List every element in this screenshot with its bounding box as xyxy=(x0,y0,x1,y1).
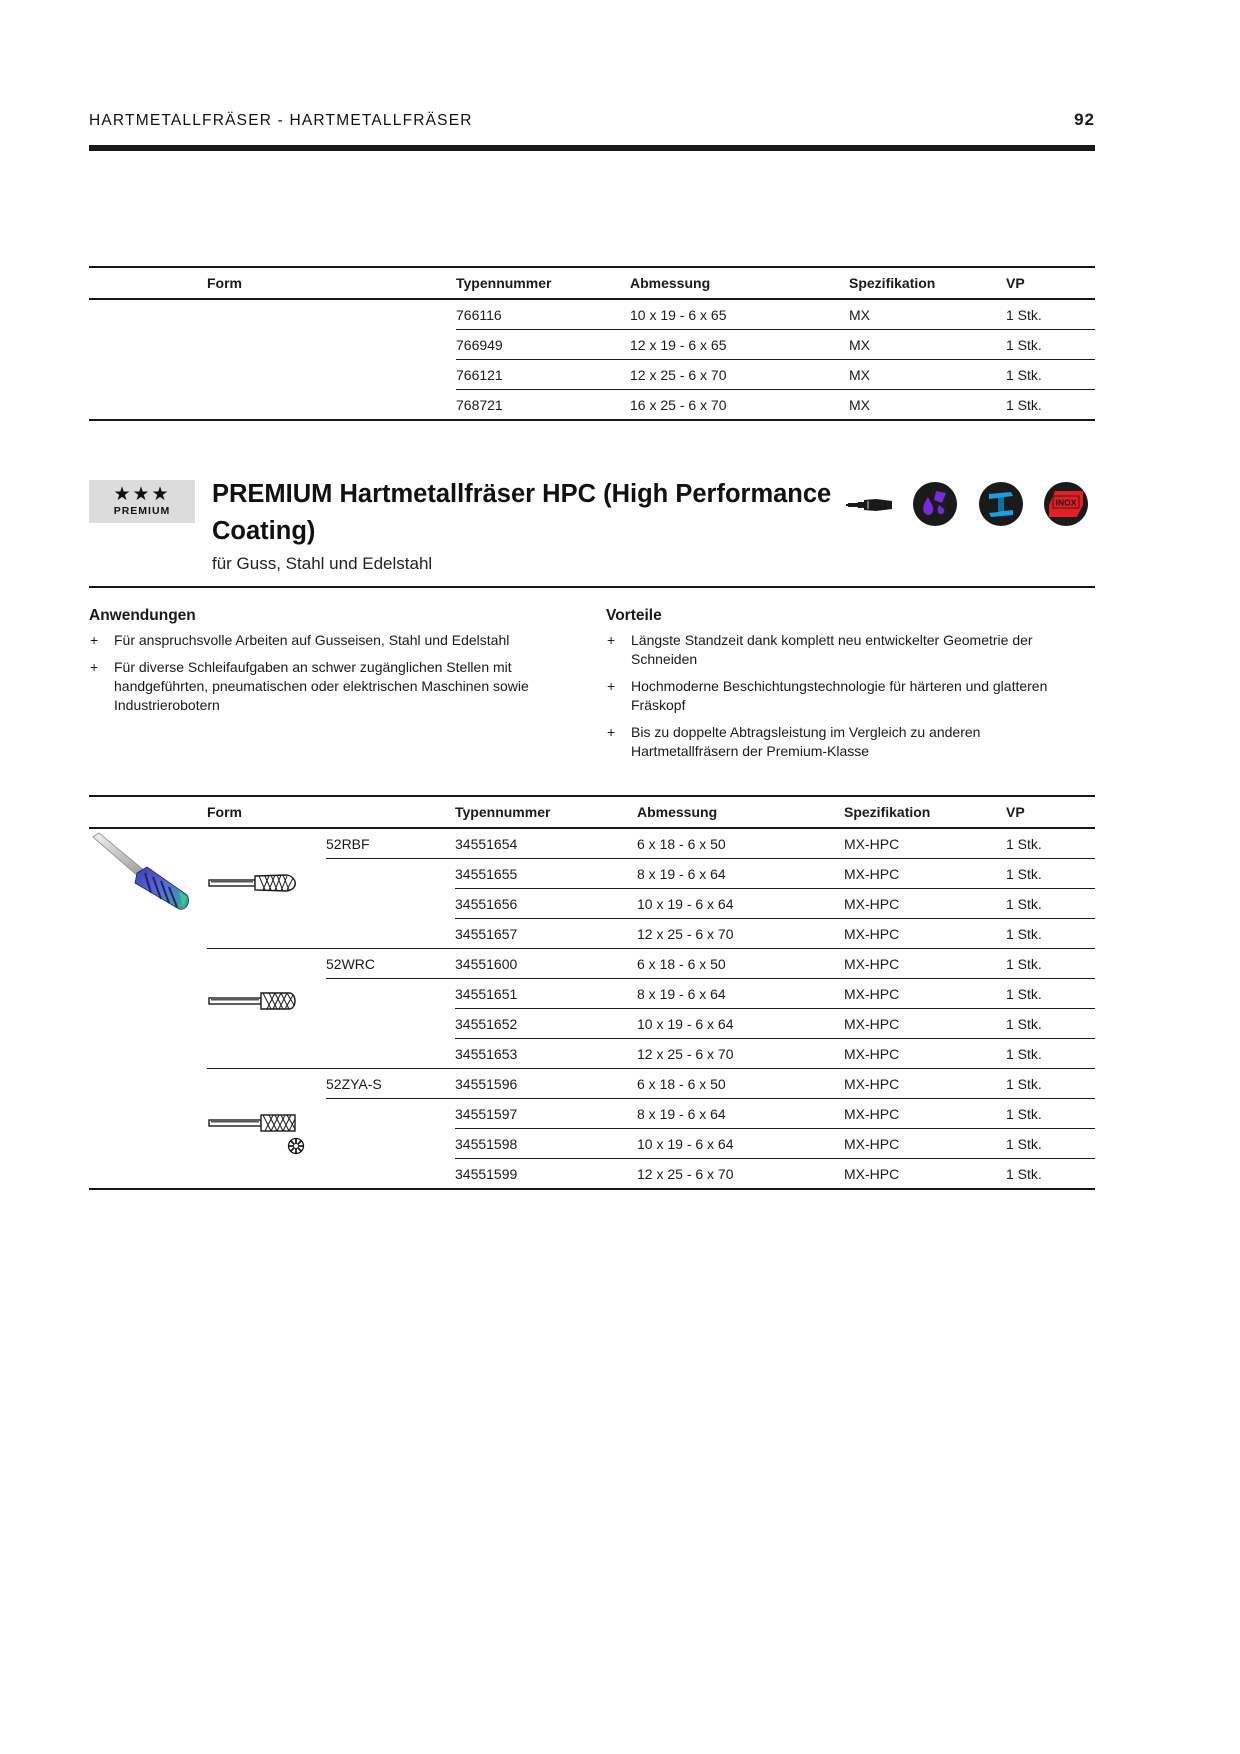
typennummer-cell: 34551597 xyxy=(455,1099,637,1129)
abmessung-cell: 10 x 19 - 6 x 64 xyxy=(637,1009,844,1039)
typennummer-cell: 768721 xyxy=(456,390,630,421)
abmessung-cell: 12 x 25 - 6 x 70 xyxy=(637,1039,844,1069)
typennummer-cell: 34551600 xyxy=(455,949,637,979)
abmessung-cell: 12 x 19 - 6 x 65 xyxy=(630,330,849,360)
anwendungen-list xyxy=(89,631,559,715)
three-stars-icon: ★★★ xyxy=(113,484,171,505)
premium-badge xyxy=(89,480,195,523)
steel-beam-material-icon xyxy=(978,481,1024,527)
hpc-burr-product-photo xyxy=(89,831,199,915)
typennummer-cell: 34551651 xyxy=(455,979,637,1009)
list-item-text: Für diverse Schleifaufgaben an schwer zugänglichen Stellen mit handgeführten, pneumatischen oder elektrischen Maschinen sowie Industrierobotern xyxy=(114,659,529,713)
form-code-cell: 52RBF xyxy=(326,828,455,859)
column-header-vp: VP xyxy=(1006,796,1095,828)
page-number: 92 xyxy=(1074,110,1095,129)
typennummer-cell: 34551653 xyxy=(455,1039,637,1069)
column-header-typennummer: Typennummer xyxy=(455,796,637,828)
end-cut-teeth-icon xyxy=(287,1137,305,1155)
form-code-cell: 52ZYA-S xyxy=(326,1069,455,1099)
spezifikation-cell: MX xyxy=(849,299,1006,330)
list-item xyxy=(606,723,1076,761)
column-header-typennummer: Typennummer xyxy=(456,267,630,299)
spezifikation-cell: MX-HPC xyxy=(844,949,1006,979)
spezifikation-cell: MX-HPC xyxy=(844,1039,1006,1069)
vp-cell: 1 Stk. xyxy=(1006,330,1095,360)
spezifikation-cell: MX-HPC xyxy=(844,979,1006,1009)
spezifikation-cell: MX-HPC xyxy=(844,828,1006,859)
list-item-text: Längste Standzeit dank komplett neu entwickelter Geometrie der Schneiden xyxy=(631,632,1033,667)
spezifikation-cell: MX-HPC xyxy=(844,1129,1006,1159)
spezifikation-cell: MX-HPC xyxy=(844,1009,1006,1039)
table-row xyxy=(89,299,1095,330)
header-spacer xyxy=(89,267,207,299)
form-cell xyxy=(89,390,456,421)
abmessung-cell: 16 x 25 - 6 x 70 xyxy=(630,390,849,421)
typennummer-cell: 34551598 xyxy=(455,1129,637,1159)
form-code-cell xyxy=(326,1039,455,1069)
product-table-2 xyxy=(89,795,1095,1190)
vp-cell: 1 Stk. xyxy=(1006,390,1095,421)
header-rule xyxy=(89,145,1095,151)
product-table-1 xyxy=(89,266,1095,421)
form-code-cell xyxy=(326,979,455,1009)
table-row xyxy=(89,1069,1095,1099)
column-header-abmessung: Abmessung xyxy=(637,796,844,828)
typennummer-cell: 766116 xyxy=(456,299,630,330)
abmessung-cell: 10 x 19 - 6 x 65 xyxy=(630,299,849,330)
abmessung-cell: 6 x 18 - 6 x 50 xyxy=(637,1069,844,1099)
vp-cell: 1 Stk. xyxy=(1006,919,1095,949)
spezifikation-cell: MX xyxy=(849,330,1006,360)
typennummer-cell: 34551599 xyxy=(455,1159,637,1190)
form-code-cell xyxy=(326,1129,455,1159)
spezifikation-cell: MX-HPC xyxy=(844,919,1006,949)
table-row xyxy=(89,828,1095,859)
abmessung-cell: 12 x 25 - 6 x 70 xyxy=(630,360,849,390)
vp-cell: 1 Stk. xyxy=(1006,1009,1095,1039)
rotary-tool-icon xyxy=(846,496,894,514)
vorteile-list xyxy=(606,631,1076,761)
column-header-vp: VP xyxy=(1006,267,1095,299)
spezifikation-cell: MX-HPC xyxy=(844,1159,1006,1190)
vp-cell: 1 Stk. xyxy=(1006,1129,1095,1159)
abmessung-cell: 6 x 18 - 6 x 50 xyxy=(637,828,844,859)
vp-cell: 1 Stk. xyxy=(1006,360,1095,390)
form-sketch-cell xyxy=(207,1069,326,1190)
typennummer-cell: 34551656 xyxy=(455,889,637,919)
cast-iron-material-icon xyxy=(912,481,958,527)
anwendungen-heading: Anwendungen xyxy=(89,607,196,624)
inox-label: INOX xyxy=(1055,497,1077,508)
typennummer-cell: 34551654 xyxy=(455,828,637,859)
plus-icon: + xyxy=(607,632,616,648)
empty-cell xyxy=(89,949,207,1069)
form-code-cell xyxy=(326,1099,455,1129)
abmessung-cell: 10 x 19 - 6 x 64 xyxy=(637,889,844,919)
typennummer-cell: 34551652 xyxy=(455,1009,637,1039)
form-code-cell: 52WRC xyxy=(326,949,455,979)
form-cell xyxy=(89,360,456,390)
empty-cell xyxy=(89,1069,207,1190)
form-cell xyxy=(89,299,456,330)
column-header-form: Form xyxy=(207,267,456,299)
typennummer-cell: 766949 xyxy=(456,330,630,360)
vorteile-heading: Vorteile xyxy=(606,607,662,624)
typennummer-cell: 766121 xyxy=(456,360,630,390)
form-code-cell xyxy=(326,859,455,889)
abmessung-cell: 8 x 19 - 6 x 64 xyxy=(637,1099,844,1129)
spezifikation-cell: MX-HPC xyxy=(844,1099,1006,1129)
page-header xyxy=(89,112,1095,152)
form-sketch-cell xyxy=(207,828,326,949)
abmessung-cell: 12 x 25 - 6 x 70 xyxy=(637,919,844,949)
list-item xyxy=(89,658,559,715)
product-photo-cell xyxy=(89,828,207,949)
column-header-form: Form xyxy=(207,796,455,828)
plus-icon: + xyxy=(90,632,99,648)
form-code-cell xyxy=(326,889,455,919)
column-header-spezifikation: Spezifikation xyxy=(844,796,1006,828)
spezifikation-cell: MX xyxy=(849,390,1006,421)
stainless-steel-inox-icon xyxy=(1043,481,1089,527)
abmessung-cell: 8 x 19 - 6 x 64 xyxy=(637,859,844,889)
product-subtitle: für Guss, Stahl und Edelstahl xyxy=(212,554,433,573)
abmessung-cell: 6 x 18 - 6 x 50 xyxy=(637,949,844,979)
spezifikation-cell: MX xyxy=(849,360,1006,390)
typennummer-cell: 34551655 xyxy=(455,859,637,889)
vp-cell: 1 Stk. xyxy=(1006,1069,1095,1099)
list-item xyxy=(606,631,1076,669)
premium-badge-label: PREMIUM xyxy=(113,505,171,517)
form-cell xyxy=(89,330,456,360)
list-item xyxy=(89,631,559,650)
table-row xyxy=(89,949,1095,979)
burr-cylinder-round-end-sketch-icon xyxy=(207,989,302,1013)
table-row xyxy=(89,390,1095,421)
vp-cell: 1 Stk. xyxy=(1006,859,1095,889)
list-item-text: Hochmoderne Beschichtungstechnologie für härteren und glatteren Fräskopf xyxy=(631,678,1048,713)
spezifikation-cell: MX-HPC xyxy=(844,859,1006,889)
spezifikation-cell: MX-HPC xyxy=(844,889,1006,919)
abmessung-cell: 12 x 25 - 6 x 70 xyxy=(637,1159,844,1190)
plus-icon: + xyxy=(607,678,616,694)
plus-icon: + xyxy=(607,724,616,740)
anwendungen-section xyxy=(89,607,559,723)
table-header-row xyxy=(89,796,1095,828)
spezifikation-cell: MX-HPC xyxy=(844,1069,1006,1099)
vp-cell: 1 Stk. xyxy=(1006,949,1095,979)
vorteile-section xyxy=(606,607,1076,769)
list-item-text: Bis zu doppelte Abtragsleistung im Vergleich zu anderen Hartmetallfräsern der Premium-Klasse xyxy=(631,724,981,759)
form-code-cell xyxy=(326,919,455,949)
vp-cell: 1 Stk. xyxy=(1006,979,1095,1009)
table-header-row xyxy=(89,267,1095,299)
column-header-spezifikation: Spezifikation xyxy=(849,267,1006,299)
abmessung-cell: 10 x 19 - 6 x 64 xyxy=(637,1129,844,1159)
abmessung-cell: 8 x 19 - 6 x 64 xyxy=(637,979,844,1009)
typennummer-cell: 34551596 xyxy=(455,1069,637,1099)
vp-cell: 1 Stk. xyxy=(1006,1159,1095,1190)
typennummer-cell: 34551657 xyxy=(455,919,637,949)
section-rule xyxy=(89,586,1095,588)
product-title: PREMIUM Hartmetallfräser HPC (High Performance Coating) xyxy=(212,480,832,545)
burr-cylinder-end-cut-sketch-icon xyxy=(207,1111,302,1135)
form-sketch-cell xyxy=(207,949,326,1069)
burr-tree-round-sketch-icon xyxy=(207,871,302,895)
plus-icon: + xyxy=(90,659,99,675)
column-header-abmessung: Abmessung xyxy=(630,267,849,299)
vp-cell: 1 Stk. xyxy=(1006,1039,1095,1069)
vp-cell: 1 Stk. xyxy=(1006,828,1095,859)
list-item xyxy=(606,677,1076,715)
table-row xyxy=(89,360,1095,390)
vp-cell: 1 Stk. xyxy=(1006,889,1095,919)
vp-cell: 1 Stk. xyxy=(1006,1099,1095,1129)
header-spacer xyxy=(89,796,207,828)
header-title: HARTMETALLFRÄSER - HARTMETALLFRÄSER xyxy=(89,112,473,129)
table-row xyxy=(89,330,1095,360)
vp-cell: 1 Stk. xyxy=(1006,299,1095,330)
list-item-text: Für anspruchsvolle Arbeiten auf Gusseisen, Stahl und Edelstahl xyxy=(114,632,510,648)
form-code-cell xyxy=(326,1159,455,1190)
form-code-cell xyxy=(326,1009,455,1039)
